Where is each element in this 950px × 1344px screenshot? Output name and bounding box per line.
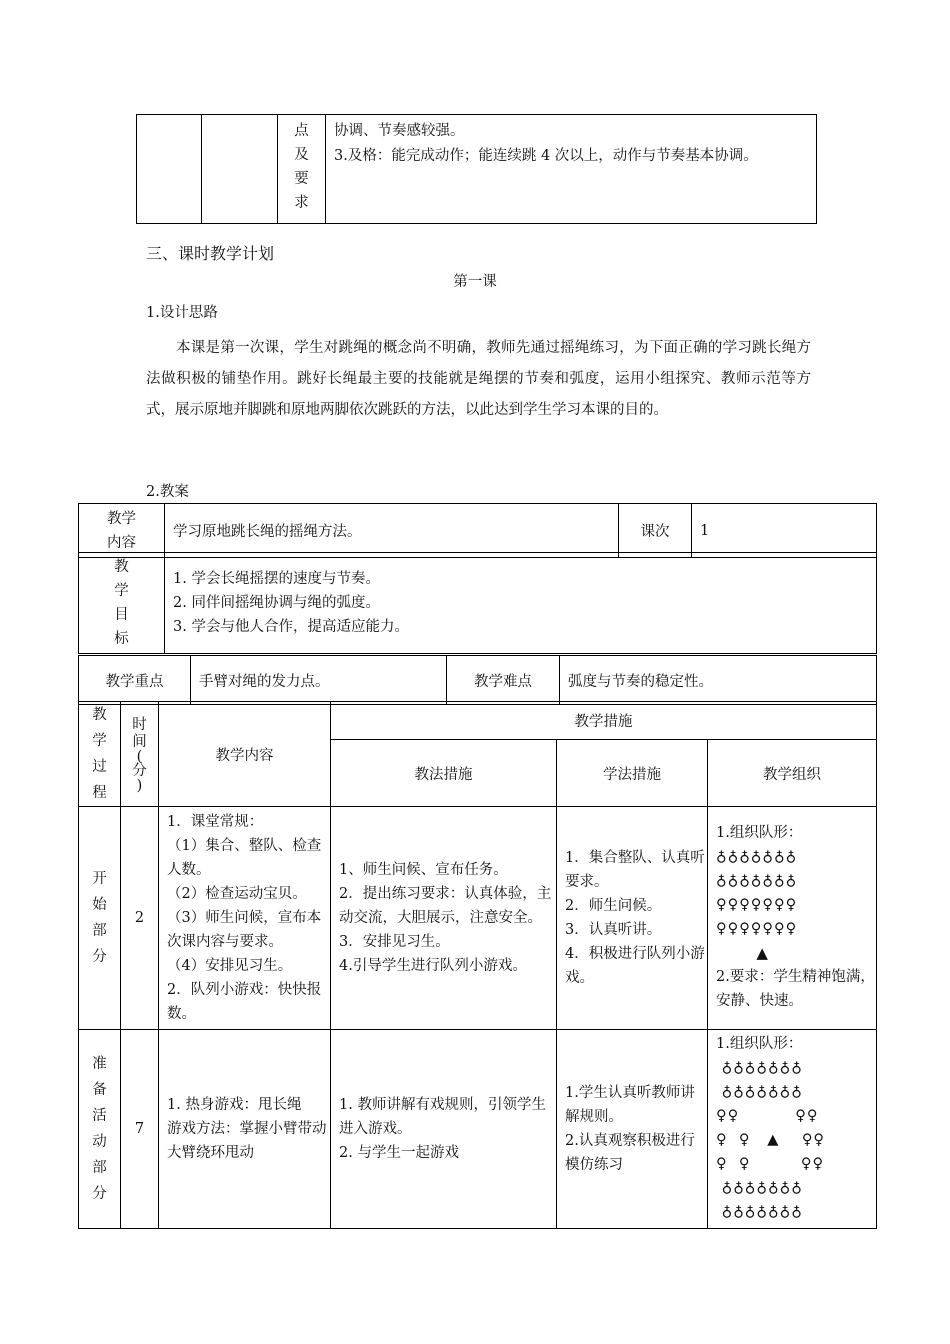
header-organization: 教学组织 — [708, 740, 877, 807]
stage-content: 1．课堂常规： （1）集合、整队、检查人数。 （2）检查运动宝贝。 （3）师生问候，宣布本次课内容与要求。 （4）安排见习生。 2．队列小游戏：快快报数。 — [159, 807, 331, 1030]
difficulty-label: 教学难点 — [447, 656, 560, 705]
stage-time: 2 — [121, 807, 159, 1030]
stage-organization: 1.组织队形： ♁♁♁♁♁♁♁ ♁♁♁♁♁♁♁ ♀♀♀♀♀♀♀ ♀♀♀♀♀♀♀ ▲ 2.要求：学生精神饱满，安静、快速。 — [708, 807, 877, 1030]
header-measures: 教学措施 — [331, 702, 877, 740]
plan-content-row — [78, 503, 877, 558]
formation-line: ♀ ♀ ♀♀ — [716, 1156, 825, 1172]
stage-learning: 1．集合整队、认真听要求。 2．师生问候。 3．认真听讲。 4．积极进行队列小游戏。 — [557, 807, 708, 1030]
plan-key-row — [78, 655, 877, 705]
content-value: 学习原地跳长绳的摇绳方法。 — [165, 504, 619, 558]
formation-line: ♀♀ ♀♀ — [716, 1108, 819, 1124]
criteria-text: 协调、节奏感较强。 3.及格：能完成动作；能连续跳 4 次以上，动作与节奏基本协调。 — [326, 115, 817, 224]
header-learning: 学法措施 — [557, 740, 708, 807]
key-value: 手臂对绳的发力点。 — [191, 656, 447, 705]
header-content: 教学内容 — [159, 702, 331, 807]
objectives-label: 教 学 目 标 — [79, 553, 165, 654]
formation-line: ♁♁♁♁♁♁♁ — [716, 1204, 803, 1220]
difficulty-value: 弧度与节奏的稳定性。 — [560, 656, 877, 705]
formation-line: ♀ ♀ ▲ ♀♀ — [716, 1132, 826, 1148]
stage-learning: 1.学生认真听教师讲解规则。 2.认真观察积极进行模仿练习 — [557, 1030, 708, 1229]
stage-time: 7 — [121, 1030, 159, 1229]
teacher-marker: ▲ — [716, 944, 769, 962]
lesson-no-value: 1 — [692, 504, 877, 558]
design-heading: 1.设计思路 — [146, 305, 218, 321]
plan-heading: 2.教案 — [146, 484, 189, 500]
stage-teaching: 1. 教师讲解有戏规则，引领学生进入游戏。 2. 与学生一起游戏 — [331, 1030, 557, 1229]
formation-line: ♀♀♀♀♀♀♀ — [716, 921, 798, 937]
key-label: 教学重点 — [79, 656, 191, 705]
lesson-no-label: 课次 — [619, 504, 692, 558]
header-time: 时 间 ( 分 ) — [121, 702, 159, 807]
header-process: 教 学 过 程 — [79, 702, 121, 807]
content-label: 教学 内容 — [79, 504, 165, 558]
stage-teaching: 1、师生问候、宣布任务。 2．提出练习要求：认真体验，主动交流，大胆展示，注意安全。 3．安排见习生。 4.引导学生进行队列小游戏。 — [331, 807, 557, 1030]
formation-line: ♁♁♁♁♁♁♁ — [716, 873, 798, 889]
design-paragraph: 本课是第一次课，学生对跳绳的概念尚不明确，教师先通过摇绳练习，为下面正确的学习跳长绳方法做积极的铺垫作用。跳好长绳最主要的技能就是绳摆的节奏和弧度，运用小组探究、教师示范等方式，展示原地并脚跳和原地两脚依次跳跃的方法，以此达到学生学习本课的目的。 — [146, 340, 811, 418]
section-heading: 三、课时教学计划 — [146, 244, 275, 263]
empty-cell — [137, 115, 202, 224]
formation-line: ♁♁♁♁♁♁♁ — [716, 849, 798, 865]
criteria-label: 点 及 要 求 — [278, 115, 326, 224]
stage-organization: 1.组织队形： ♁♁♁♁♁♁♁ ♁♁♁♁♁♁♁ ♀♀ ♀♀ ♀ ♀ ▲ ♀♀ ♀ ♀ ♀♀ ♁♁♁♁♁♁♁ ♁♁♁♁♁♁♁ — [708, 1030, 877, 1229]
plan-objectives-row — [78, 552, 877, 654]
objectives-list: 1. 学会长绳摇摆的速度与节奏。 2. 同伴间摇绳协调与绳的弧度。 3. 学会与他人合作，提高适应能力。 — [165, 553, 877, 654]
formation-line: ♀♀♀♀♀♀♀ — [716, 897, 798, 913]
empty-cell — [202, 115, 278, 224]
stage-label: 准 备 活 动 部 分 — [79, 1030, 121, 1229]
plan-process-table — [78, 701, 877, 1229]
process-row-prep — [79, 1030, 877, 1229]
header-teaching: 教法措施 — [331, 740, 557, 807]
lesson-title: 第一课 — [453, 274, 497, 290]
process-row-start — [79, 807, 877, 1030]
formation-line: ♁♁♁♁♁♁♁ — [716, 1060, 803, 1076]
formation-line: ♁♁♁♁♁♁♁ — [716, 1180, 803, 1196]
stage-content: 1. 热身游戏：甩长绳 游戏方法：掌握小臂带动大臂绕环甩动 — [159, 1030, 331, 1229]
criteria-table-fragment — [136, 114, 817, 224]
stage-label: 开 始 部 分 — [79, 807, 121, 1030]
formation-line: ♁♁♁♁♁♁♁ — [716, 1084, 803, 1100]
